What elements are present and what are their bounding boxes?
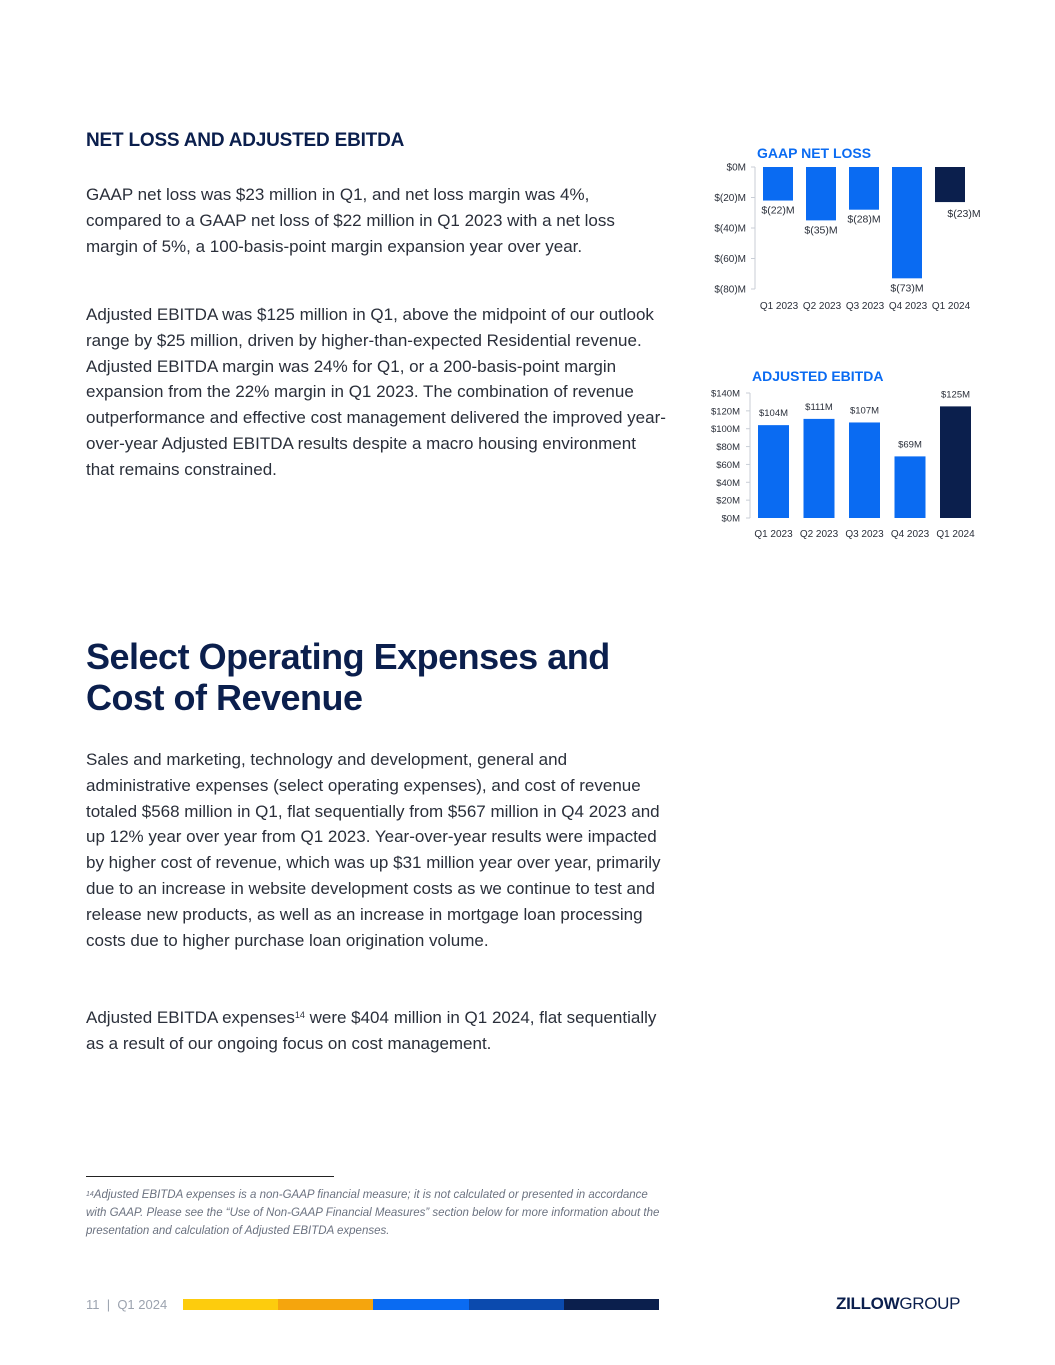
data-label: $69M [898,439,922,451]
y-tick-label: $60M [716,459,740,471]
footnote [86,1186,666,1240]
data-label: $(23)M [947,208,981,221]
y-tick-label: $0M [726,162,746,174]
data-label: $107M [849,405,880,417]
data-label: $(35)M [804,224,838,237]
footnote-ref: 14 [294,1010,305,1020]
x-tick-label: Q3 2023 [845,301,885,312]
bar [804,419,835,518]
x-tick-label: Q1 2024 [936,529,975,540]
color-bar-segment [183,1299,278,1310]
color-bar-segment [469,1299,564,1310]
x-tick-label: Q4 2023 [890,529,930,540]
bar [940,406,971,518]
page-number: 11 | Q1 2024 [86,1297,168,1312]
data-label: $(22)M [761,204,795,217]
footnote-number: 14 [86,1191,94,1198]
x-tick-label: Q1 2024 [931,301,971,312]
bar [935,167,965,202]
logo-bold: ZILLOW [836,1294,900,1313]
y-tick-label: $(80)M [714,284,746,296]
data-label: $111M [805,401,833,413]
data-label: $(28)M [847,213,881,226]
paragraph-net-loss: GAAP net loss was $23 million in Q1, and net loss margin was 4%, compared to a GAAP net loss of $22 million in Q1 2023 with a net loss margin of 5%, a 100-basis-point margin expansion year over year. [86,185,615,256]
footnote-divider [86,1176,334,1177]
y-tick-label: $120M [710,406,740,418]
y-tick-label: $140M [710,388,740,400]
chart-title: GAAP NET LOSS [757,145,872,161]
y-tick-label: $0M [721,513,740,525]
x-tick-label: Q1 2023 [754,529,793,540]
color-bar-segment [564,1299,659,1310]
zillow-group-logo [836,1294,960,1314]
x-tick-label: Q2 2023 [799,529,839,540]
y-tick-label: $20M [716,495,740,507]
y-tick-label: $(40)M [714,223,746,235]
x-tick-label: Q1 2023 [759,301,799,312]
paragraph-adjusted-ebitda: Adjusted EBITDA was $125 million in Q1, above the midpoint of our outlook range by $25 million, driven by higher-than-expected Residential revenue. Adjusted EBITDA margin was 24% for Q1, or a 200-basis-point margin expansion from the 22% margin in Q1 2023. The combination of revenue outperformance and effective cost management delivered the improved year-over-year Adjusted EBITDA results despite a macro housing environment that remains constrained. [86,305,666,479]
x-tick-label: Q4 2023 [888,301,928,312]
paragraph-operating-expenses: Sales and marketing, technology and development, general and administrative expenses (select operating expenses), and cost of revenue totaled $568 million in Q1, flat sequentially from $567 million in Q4 2023 and up 12% year over year from Q1 2023. Year-over-year results were impacted by higher cost of revenue, which was up $31 million year over year, primarily due to an increase in website development costs as we continue to test and release new products, as well as an increase in mortgage loan processing costs due to higher purchase loan origination volume. [86,750,661,950]
y-tick-label: $100M [710,424,740,436]
chart-title: ADJUSTED EBITDA [752,368,884,384]
color-bar-segment [278,1299,373,1310]
adjusted-ebitda-chart [690,362,990,547]
y-tick-label: $40M [716,477,740,489]
x-tick-label: Q3 2023 [845,529,884,540]
bar [849,167,879,210]
color-bar [183,1299,659,1310]
text-segment: Adjusted EBITDA expenses [86,1008,295,1027]
logo-light: GROUP [899,1294,961,1313]
x-tick-label: Q2 2023 [802,301,842,312]
color-bar-segment [373,1299,468,1310]
bar [849,422,880,518]
bar [806,167,836,220]
y-tick-label: $80M [716,442,740,454]
paragraph-ebitda-expenses [86,1005,666,1057]
y-tick-label: $(60)M [714,254,746,265]
bar [892,167,922,278]
bar [758,425,789,518]
gaap-net-loss-chart [690,140,990,320]
data-label: $104M [758,408,789,420]
data-label: $125M [940,389,971,401]
page-title: Select Operating Expenses and Cost of Revenue [86,636,610,718]
bar [763,167,793,201]
bar [895,456,926,518]
y-tick-label: $(20)M [714,193,746,204]
data-label: $(73)M [890,282,924,295]
section-heading: NET LOSS AND ADJUSTED EBITDA [86,130,405,151]
text-segment: were $404 million in Q1 2024, flat sequentially as a result of our ongoing focus on cost management. [86,1008,657,1053]
footnote-text: Adjusted EBITDA expenses is a non-GAAP financial measure; it is not calculated or presented in accordance with GAAP. Please see the “Use of Non-GAAP Financial Measures” section below for more information about the presentation and calculation of Adjusted EBITDA expenses. [86,1189,660,1237]
